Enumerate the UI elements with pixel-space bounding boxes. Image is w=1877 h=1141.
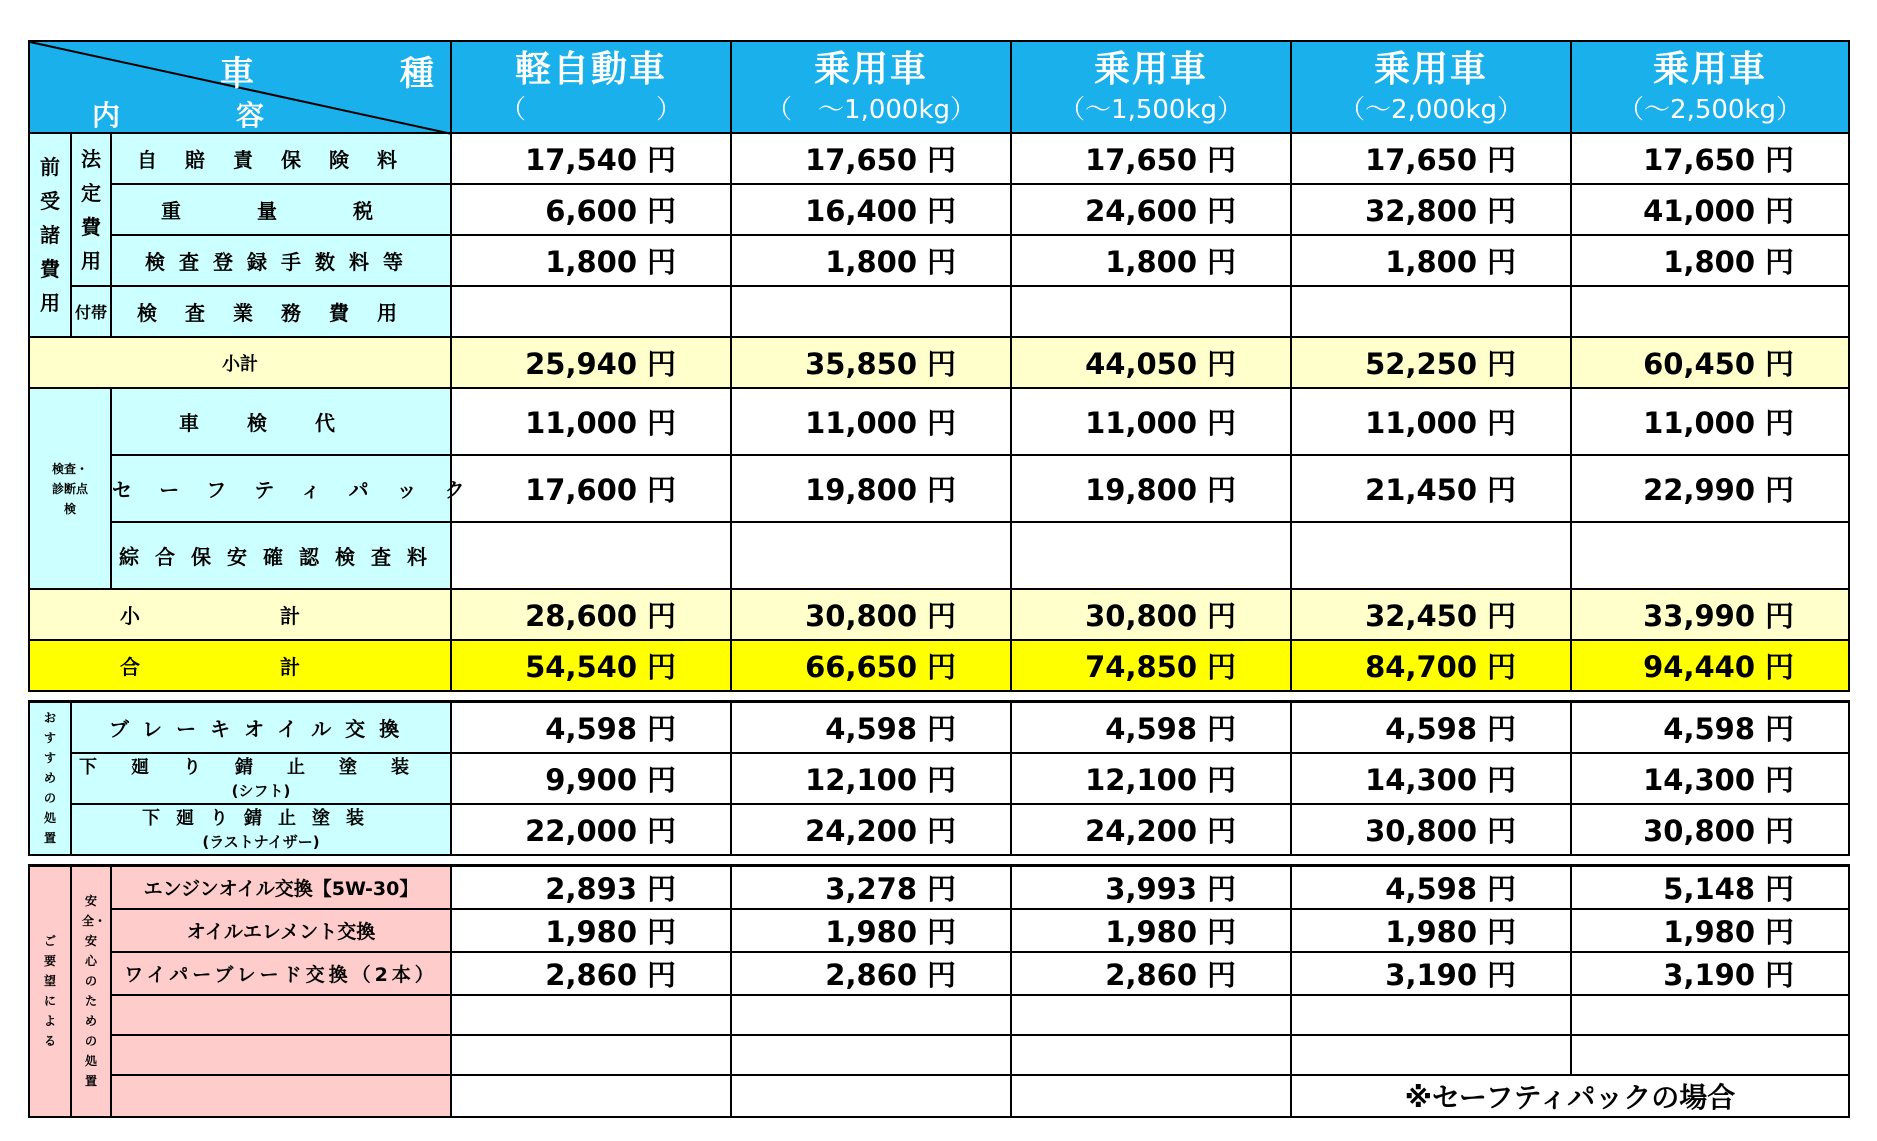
table-row <box>29 522 1849 589</box>
table-row <box>29 865 1849 909</box>
column-name: 軽自動車 <box>515 49 668 90</box>
column-name: 乗用車 <box>1094 49 1209 90</box>
price-cell: 33,990 円 <box>1571 589 1849 640</box>
price-cell: 11,000 円 <box>1291 388 1571 455</box>
price-cell: 35,850 円 <box>731 337 1011 388</box>
header-corner <box>29 41 490 133</box>
price-cell: 1,980 円 <box>731 909 1011 952</box>
section-label: ご要望による <box>29 865 71 1117</box>
price-cell: 17,650 円 <box>731 133 1011 184</box>
price-cell: 94,440 円 <box>1571 640 1849 691</box>
row-label: エンジンオイル交換【5W-30】 <box>111 865 451 909</box>
empty-label <box>111 1075 451 1117</box>
empty-cell <box>1571 1035 1849 1075</box>
column-range: （ ） <box>500 95 683 125</box>
price-table <box>28 40 1850 1118</box>
empty-cell <box>731 995 1011 1035</box>
section-label: 前受諸費用 <box>29 133 71 337</box>
column-range: （～2,000kg） <box>1339 95 1524 125</box>
price-cell: 14,300 円 <box>1291 753 1571 804</box>
price-cell: 19,800 円 <box>1011 455 1291 522</box>
row-label: 下廻り錆止塗装 (シフト) <box>71 753 451 804</box>
column-range: （～1,500kg） <box>1059 95 1244 125</box>
column-range: （～2,500kg） <box>1618 95 1803 125</box>
column-range: （ ～1,000kg） <box>766 95 977 125</box>
empty-cell <box>451 995 731 1035</box>
price-cell: 2,860 円 <box>1011 952 1291 995</box>
price-cell: 30,800 円 <box>731 589 1011 640</box>
price-cell: 1,800 円 <box>451 235 731 286</box>
price-cell: 1,800 円 <box>1291 235 1571 286</box>
row-label: 重 量 税 <box>111 184 451 235</box>
row-label: ブレーキオイル交換 <box>71 702 451 753</box>
empty-cell <box>1011 1035 1291 1075</box>
price-cell: 5,148 円 <box>1571 865 1849 909</box>
empty-cell <box>1291 286 1571 337</box>
table-row <box>29 1035 1849 1075</box>
price-cell: 11,000 円 <box>451 388 731 455</box>
empty-label <box>111 1035 451 1075</box>
price-cell: 1,980 円 <box>1291 909 1571 952</box>
empty-cell <box>451 286 731 337</box>
empty-cell <box>1291 1035 1571 1075</box>
empty-cell <box>1011 995 1291 1035</box>
empty-cell <box>1011 1075 1291 1117</box>
empty-cell <box>1571 995 1849 1035</box>
row-label: 小計 <box>29 337 451 388</box>
empty-cell <box>1291 995 1571 1035</box>
price-cell: 3,993 円 <box>1011 865 1291 909</box>
price-cell: 24,200 円 <box>731 804 1011 855</box>
subtotal-row <box>29 337 1849 388</box>
row-label: オイルエレメント交換 <box>111 909 451 952</box>
price-cell: 2,893 円 <box>451 865 731 909</box>
price-cell: 16,400 円 <box>731 184 1011 235</box>
price-cell: 1,980 円 <box>1571 909 1849 952</box>
price-cell: 4,598 円 <box>1291 702 1571 753</box>
section-sublabel: 付帯 <box>71 286 111 337</box>
column-name: 乗用車 <box>1653 49 1768 90</box>
section-sublabel: 安全・安心のための処置 <box>71 865 111 1117</box>
column-name: 乗用車 <box>814 49 929 90</box>
price-cell: 24,200 円 <box>1011 804 1291 855</box>
empty-cell <box>731 1035 1011 1075</box>
price-cell: 17,650 円 <box>1011 133 1291 184</box>
price-cell: 4,598 円 <box>1571 702 1849 753</box>
separator <box>29 691 1849 702</box>
price-cell: 30,800 円 <box>1291 804 1571 855</box>
empty-cell <box>1291 522 1571 589</box>
table-row <box>29 753 1849 804</box>
price-cell: 1,800 円 <box>731 235 1011 286</box>
column-header <box>1571 41 1849 133</box>
column-header <box>1291 41 1571 133</box>
price-cell: 24,600 円 <box>1011 184 1291 235</box>
price-cell: 17,650 円 <box>1291 133 1571 184</box>
price-cell: 66,650 円 <box>731 640 1011 691</box>
price-cell: 22,990 円 <box>1571 455 1849 522</box>
row-label: 自賠責保険料 <box>111 133 451 184</box>
price-cell: 12,100 円 <box>731 753 1011 804</box>
price-cell: 17,650 円 <box>1571 133 1849 184</box>
empty-cell <box>451 1075 731 1117</box>
price-cell: 41,000 円 <box>1571 184 1849 235</box>
price-cell: 6,600 円 <box>451 184 731 235</box>
table-row <box>29 952 1849 995</box>
column-header <box>731 41 1011 133</box>
section-sublabel: 法定費用 <box>71 133 111 286</box>
price-cell: 25,940 円 <box>451 337 731 388</box>
separator <box>29 855 1849 866</box>
table-row <box>29 1075 1849 1117</box>
row-label: ワイパーブレード交換（2本） <box>111 952 451 995</box>
row-label: 下廻り錆止塗装 (ラストナイザー) <box>71 804 451 855</box>
price-cell: 28,600 円 <box>451 589 731 640</box>
price-cell: 19,800 円 <box>731 455 1011 522</box>
table-row <box>29 235 1849 286</box>
price-cell: 74,850 円 <box>1011 640 1291 691</box>
price-cell: 2,860 円 <box>451 952 731 995</box>
empty-cell <box>1571 286 1849 337</box>
corner-bottom-label: 内 容 <box>92 99 309 132</box>
row-label: 検査業務費用 <box>111 286 451 337</box>
price-cell: 2,860 円 <box>731 952 1011 995</box>
column-name: 乗用車 <box>1374 49 1489 90</box>
subtotal-row <box>29 589 1849 640</box>
price-cell: 3,190 円 <box>1291 952 1571 995</box>
safety-pack-note: ※セーフティパックの場合 <box>1291 1075 1849 1117</box>
row-label: セーフティパック <box>111 455 451 522</box>
price-cell: 44,050 円 <box>1011 337 1291 388</box>
row-label: 小 計 <box>29 589 451 640</box>
price-cell: 21,450 円 <box>1291 455 1571 522</box>
total-row <box>29 640 1849 691</box>
header-row <box>29 41 1849 133</box>
price-cell: 30,800 円 <box>1571 804 1849 855</box>
row-label: 合 計 <box>29 640 451 691</box>
price-cell: 3,190 円 <box>1571 952 1849 995</box>
price-cell: 17,600 円 <box>451 455 731 522</box>
price-cell: 17,540 円 <box>451 133 731 184</box>
price-cell: 1,980 円 <box>1011 909 1291 952</box>
price-cell: 60,450 円 <box>1571 337 1849 388</box>
price-cell: 4,598 円 <box>451 702 731 753</box>
price-cell: 9,900 円 <box>451 753 731 804</box>
price-cell: 11,000 円 <box>731 388 1011 455</box>
price-cell: 3,278 円 <box>731 865 1011 909</box>
table-row <box>29 909 1849 952</box>
price-cell: 4,598 円 <box>1011 702 1291 753</box>
price-cell: 11,000 円 <box>1571 388 1849 455</box>
price-cell: 1,980 円 <box>451 909 731 952</box>
price-cell: 12,100 円 <box>1011 753 1291 804</box>
price-cell: 84,700 円 <box>1291 640 1571 691</box>
price-cell: 30,800 円 <box>1011 589 1291 640</box>
price-cell: 22,000 円 <box>451 804 731 855</box>
price-cell: 52,250 円 <box>1291 337 1571 388</box>
column-header <box>1011 41 1291 133</box>
table-row <box>29 388 1849 455</box>
table-row <box>29 184 1849 235</box>
section-label: おすすめの処置 <box>29 702 71 855</box>
empty-cell <box>1011 522 1291 589</box>
table-row <box>29 702 1849 753</box>
price-cell: 32,800 円 <box>1291 184 1571 235</box>
column-header <box>451 41 731 133</box>
price-cell: 1,800 円 <box>1011 235 1291 286</box>
price-cell: 32,450 円 <box>1291 589 1571 640</box>
price-cell: 14,300 円 <box>1571 753 1849 804</box>
table-row <box>29 133 1849 184</box>
row-label: 検査登録手数料等 <box>111 235 451 286</box>
empty-cell <box>731 1075 1011 1117</box>
price-cell: 4,598 円 <box>731 702 1011 753</box>
row-label: 車検代 <box>111 388 451 455</box>
empty-cell <box>1571 522 1849 589</box>
section-label: 検査・診断点検 <box>29 388 111 589</box>
empty-cell <box>451 522 731 589</box>
row-label: 綜合保安確認検査料 <box>111 522 451 589</box>
empty-label <box>111 995 451 1035</box>
table-row <box>29 804 1849 855</box>
corner-top-label: 車 種 <box>220 54 490 94</box>
empty-cell <box>1011 286 1291 337</box>
price-cell: 54,540 円 <box>451 640 731 691</box>
price-cell: 11,000 円 <box>1011 388 1291 455</box>
price-cell: 1,800 円 <box>1571 235 1849 286</box>
empty-cell <box>731 286 1011 337</box>
table-row <box>29 455 1849 522</box>
empty-cell <box>731 522 1011 589</box>
price-cell: 4,598 円 <box>1291 865 1571 909</box>
empty-cell <box>451 1035 731 1075</box>
table-row <box>29 286 1849 337</box>
table-row <box>29 995 1849 1035</box>
